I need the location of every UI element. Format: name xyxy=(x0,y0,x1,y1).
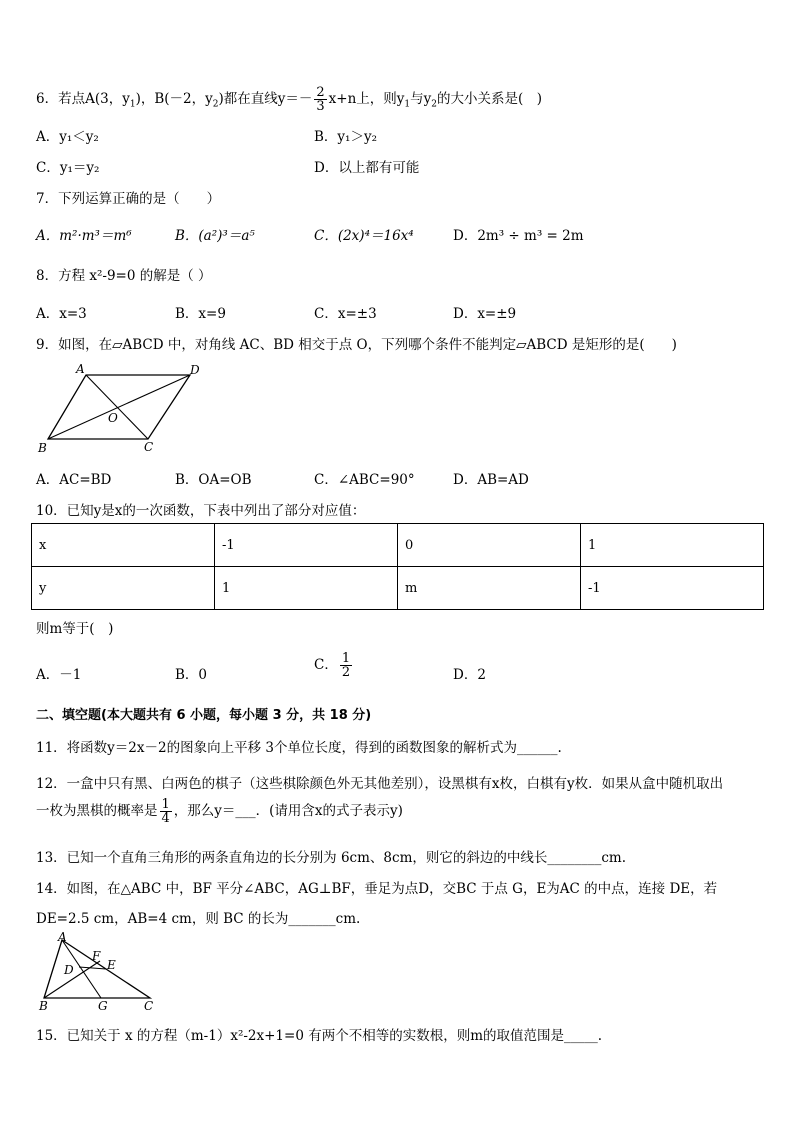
table-row xyxy=(32,524,764,567)
q8-option-c[interactable]: C．x=±3 xyxy=(314,306,377,322)
table-cell: m xyxy=(398,567,581,610)
fig14-label-d: D xyxy=(64,963,74,977)
q12-frac-num: 1 xyxy=(161,797,170,812)
q7-option-b[interactable]: B．(a²)³＝a⁵ xyxy=(175,228,255,244)
fig9-label-o: O xyxy=(108,411,118,425)
q10-value-table xyxy=(31,523,764,610)
fig9-label-b: B xyxy=(38,441,47,455)
q6-tail1: x+n上，则y xyxy=(328,91,405,107)
q6-stem xyxy=(36,86,542,113)
fig14-label-c: C xyxy=(144,999,154,1012)
q6-lead: 6．若点A(3，y xyxy=(36,91,130,107)
q10-stem: 10．已知y是x的一次函数，下表中列出了部分对应值： xyxy=(36,503,366,519)
q12-line2b: ，那么y＝___．(请用含x的式子表示y) xyxy=(173,803,403,819)
q9-stem: 9．如图，在▱ABCD 中，对角线 AC、BD 相交于点 O，下列哪个条件不能判定▱ABCD 是矩形的是( ) xyxy=(36,337,677,353)
q6-tail3: 的大小关系是( ) xyxy=(437,91,543,107)
fig14-label-a: A xyxy=(58,932,67,944)
q8-stem: 8．方程 x²-9=0 的解是（ ） xyxy=(36,268,212,284)
fig9-label-d: D xyxy=(190,363,200,377)
q12-line2a: 一枚为黑棋的概率是 xyxy=(36,803,158,819)
table-cell: 1 xyxy=(581,524,764,567)
table-cell: -1 xyxy=(215,524,398,567)
q10-option-c-label: C． xyxy=(314,657,338,673)
q7-stem: 7．下列运算正确的是（ ） xyxy=(36,191,221,207)
fig14-label-f: F xyxy=(92,949,101,963)
q6-fraction xyxy=(314,86,326,113)
q10-option-a[interactable]: A．－1 xyxy=(36,667,82,683)
table-cell: 1 xyxy=(215,567,398,610)
fig14-label-g: G xyxy=(98,999,108,1012)
q10-option-d[interactable]: D．2 xyxy=(453,667,486,683)
q6-option-c[interactable]: C．y₁＝y₂ xyxy=(36,160,100,176)
q12-line1: 12．一盒中只有黑、白两色的棋子（这些棋除颜色外无其他差别），设黑棋有x枚，白棋有y枚．如果从盒中随机取出 xyxy=(36,776,724,792)
q7-option-a[interactable]: A．m²·m³＝m⁶ xyxy=(36,228,132,244)
q6-option-d[interactable]: D．以上都有可能 xyxy=(314,160,420,176)
q10-option-c-fraction xyxy=(340,652,352,679)
q12-line2 xyxy=(36,798,403,825)
q14-line2: DE=2.5 cm，AB=4 cm，则 BC 的长为_______cm. xyxy=(36,911,361,927)
q6-sub3: 1 xyxy=(404,99,411,110)
q12-fraction xyxy=(160,798,172,825)
fig14-label-b: B xyxy=(39,999,48,1012)
q6-mid1: )，B(－2，y xyxy=(135,91,213,107)
q7-option-c[interactable]: C．(2x)⁴＝16x⁴ xyxy=(314,228,414,244)
triangle-figure xyxy=(34,932,164,1012)
q6-option-a[interactable]: A．y₁＜y₂ xyxy=(36,129,99,145)
q10-option-c[interactable] xyxy=(314,652,354,679)
q9-option-c[interactable]: C．∠ABC=90° xyxy=(314,472,415,488)
q6-sub1: 1 xyxy=(129,99,136,110)
q7-option-d[interactable]: D．2m³ ÷ m³ = 2m xyxy=(453,228,584,244)
q9-option-b[interactable]: B．OA=OB xyxy=(175,472,252,488)
q6-mid2: )都在直线y＝－ xyxy=(218,91,313,107)
q9-option-a[interactable]: A．AC=BD xyxy=(36,472,112,488)
q10-ask: 则m等于( ) xyxy=(36,621,114,637)
q8-option-b[interactable]: B．x=9 xyxy=(175,306,226,322)
q8-option-a[interactable]: A．x=3 xyxy=(36,306,87,322)
table-cell: y xyxy=(32,567,215,610)
q14-line1: 14．如图，在△ABC 中，BF 平分∠ABC，AG⊥BF，垂足为点D，交BC 于点 G，E为AC 的中点，连接 DE，若 xyxy=(36,881,718,897)
q10-option-b[interactable]: B．0 xyxy=(175,667,208,683)
table-cell: x xyxy=(32,524,215,567)
q9-option-d[interactable]: D．AB=AD xyxy=(453,472,529,488)
fig9-label-c: C xyxy=(144,440,154,454)
q8-option-d[interactable]: D．x=±9 xyxy=(453,306,517,322)
q6-option-b[interactable]: B．y₁＞y₂ xyxy=(314,129,377,145)
q10-frac-den: 2 xyxy=(341,665,351,680)
q6-sub4: 2 xyxy=(431,99,438,110)
q6-tail2: 与y xyxy=(410,91,432,107)
q6-sub2: 2 xyxy=(212,99,219,110)
q10-frac-num: 1 xyxy=(341,651,351,666)
q6-frac-den: 3 xyxy=(316,99,325,114)
parallelogram-figure xyxy=(34,361,214,457)
fig14-label-e: E xyxy=(107,958,116,972)
table-cell: 0 xyxy=(398,524,581,567)
q12-frac-den: 4 xyxy=(161,811,170,826)
fig9-label-a: A xyxy=(76,362,85,376)
q6-frac-num: 2 xyxy=(316,85,325,100)
section-2-heading: 二、填空题(本大题共有 6 小题，每小题 3 分，共 18 分) xyxy=(36,708,372,723)
q13-stem: 13．已知一个直角三角形的两条直角边的长分别为 6cm、8cm，则它的斜边的中线长________cm. xyxy=(36,850,627,866)
table-row xyxy=(32,567,764,610)
table-cell: -1 xyxy=(581,567,764,610)
q11-stem: 11．将函数y＝2x－2的图象向上平移 3个单位长度，得到的函数图象的解析式为______. xyxy=(36,740,562,756)
q15-stem: 15．已知关于 x 的方程（m-1）x²-2x+1=0 有两个不相等的实数根，则m的取值范围是_____. xyxy=(36,1028,603,1044)
